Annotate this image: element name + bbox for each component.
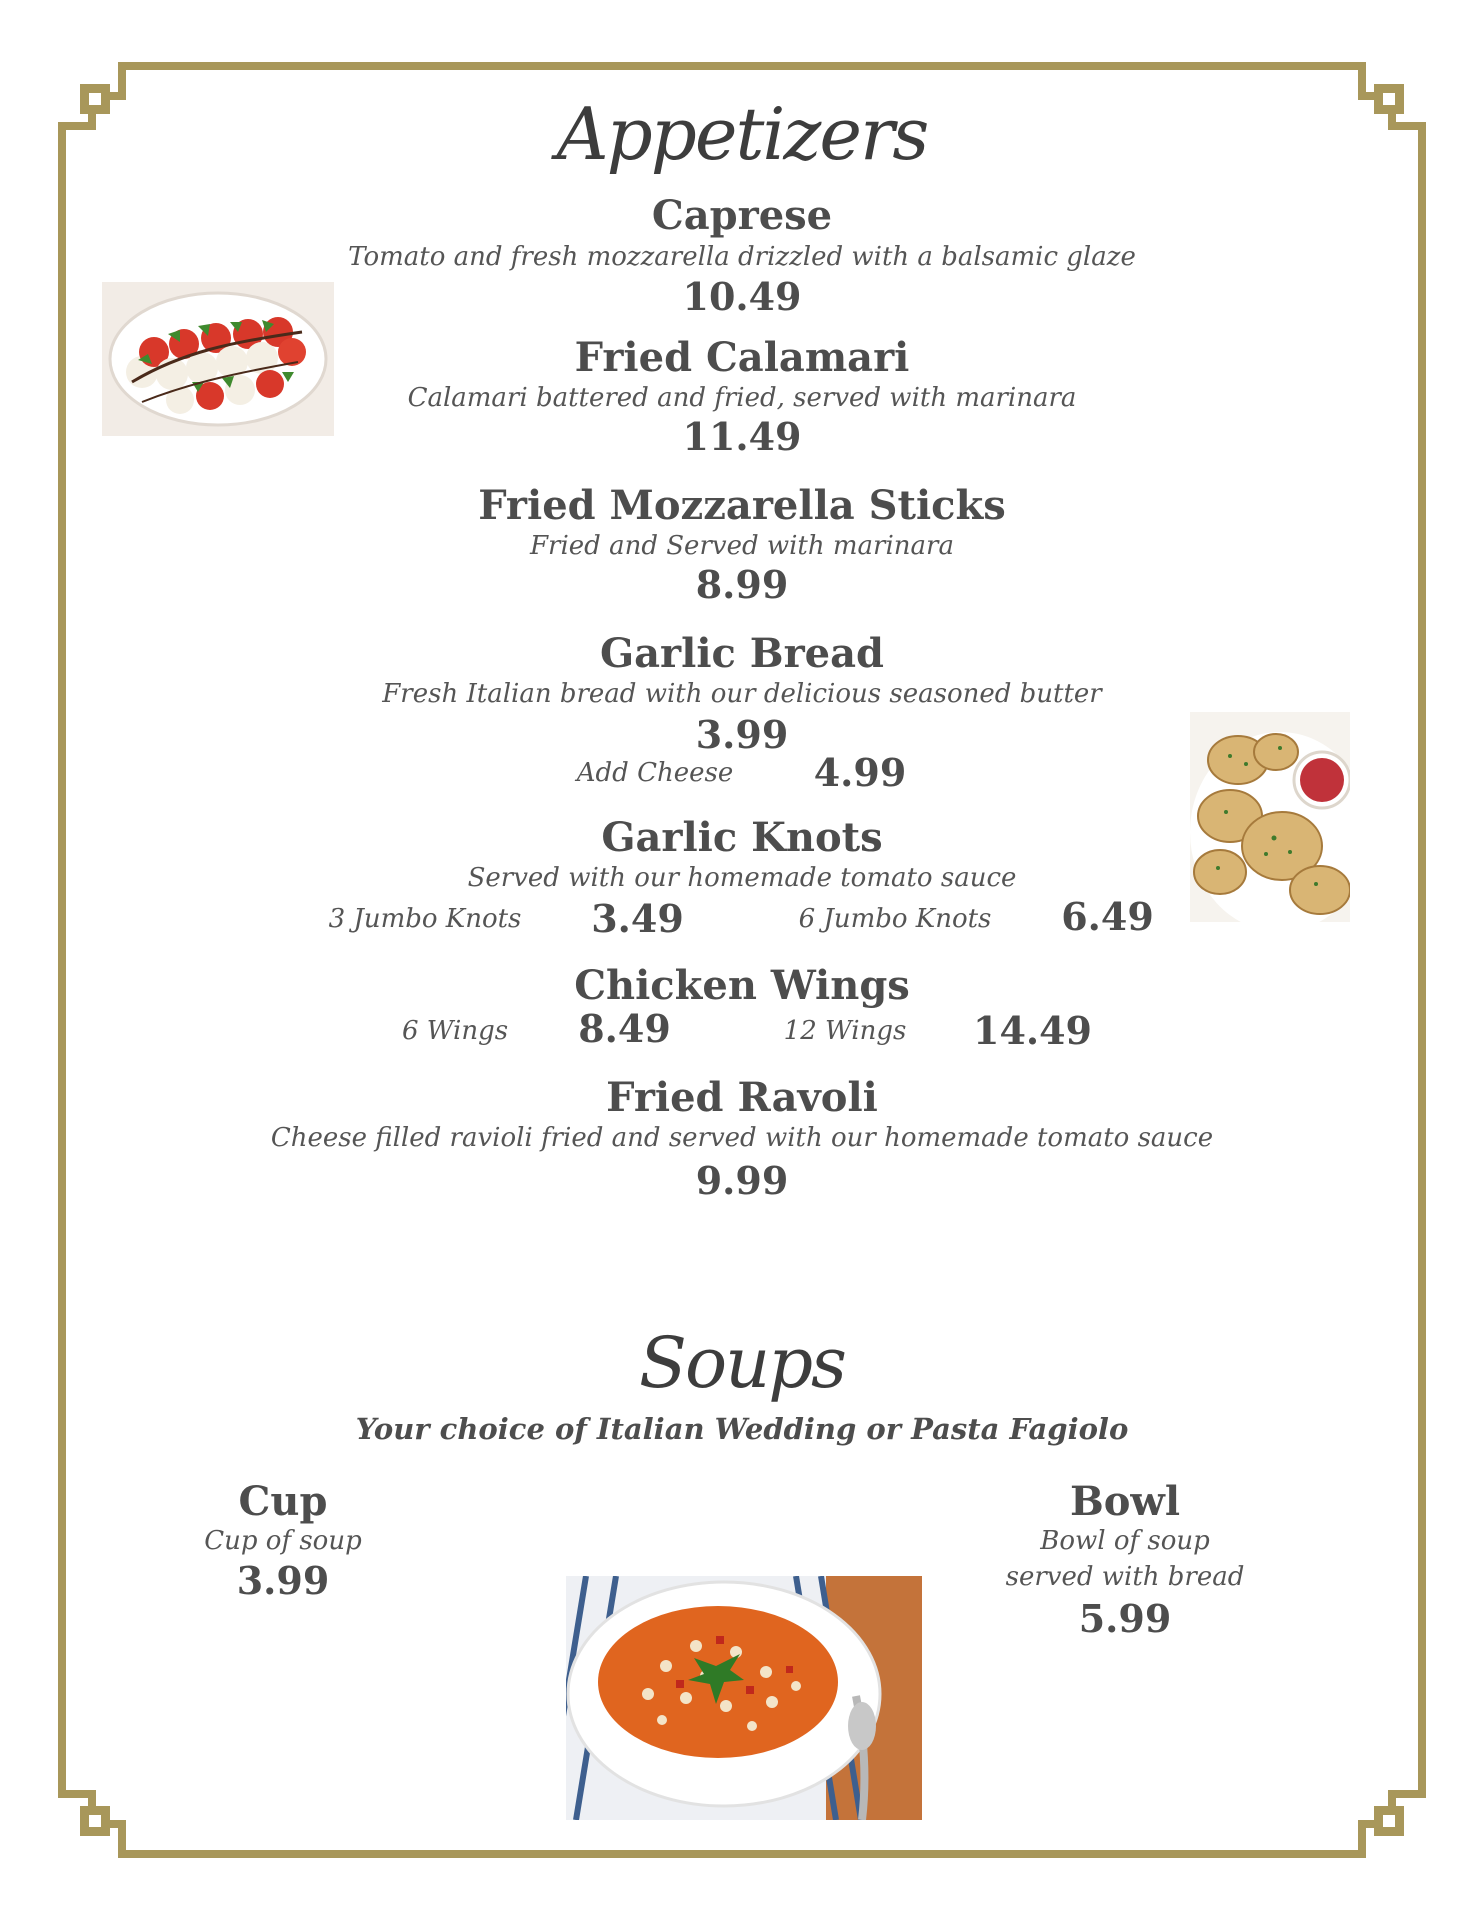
chicken-wings-option-1-price: 8.49: [578, 1006, 671, 1051]
garlic-knots-option-1-label: 3 Jumbo Knots: [328, 904, 522, 934]
caprese-description: Tomato and fresh mozzarella drizzled with a balsamic glaze: [348, 242, 1136, 272]
add-cheese-label: Add Cheese: [576, 758, 734, 788]
fried-ravioli-name: Fried Ravoli: [606, 1074, 878, 1121]
caprese-name: Caprese: [651, 192, 833, 239]
calamari-price: 11.49: [682, 414, 802, 459]
add-cheese-price: 4.99: [813, 750, 907, 795]
soups-title: Soups: [639, 1322, 845, 1404]
garlic-bread-price: 3.99: [695, 712, 789, 757]
fried-ravioli-description: Cheese filled ravioli fried and served with our homemade tomato sauce: [270, 1123, 1214, 1153]
soups-subtitle: Your choice of Italian Wedding or Pasta Fagiolo: [355, 1412, 1129, 1446]
cup-price: 3.99: [236, 1558, 330, 1603]
mozzarella-sticks-name: Fried Mozzarella Sticks: [478, 482, 1006, 529]
garlic-knots-option-1-price: 3.49: [591, 896, 684, 941]
appetizers-title: Appetizers: [556, 92, 928, 176]
garlic-bread-description: Fresh Italian bread with our delicious seasoned butter: [382, 679, 1102, 709]
bowl-description-line-2: served with bread: [1005, 1562, 1245, 1592]
cup-description: Cup of soup: [204, 1526, 362, 1556]
garlic-knots-option-2-price: 6.49: [1061, 894, 1154, 939]
soup-bowl-photo: [566, 1576, 922, 1820]
chicken-wings-option-2-label: 12 Wings: [783, 1016, 907, 1046]
caprese-price: 10.49: [682, 274, 802, 319]
chicken-wings-option-1-label: 6 Wings: [401, 1016, 509, 1046]
mozzarella-sticks-price: 8.99: [695, 562, 789, 607]
chicken-wings-option-2-price: 14.49: [973, 1008, 1092, 1053]
garlic-knots-description: Served with our homemade tomato sauce: [467, 863, 1017, 893]
garlic-knots-option-2-label: 6 Jumbo Knots: [798, 904, 992, 934]
bowl-description-line-1: Bowl of soup: [1040, 1526, 1210, 1556]
garlic-knots-name: Garlic Knots: [601, 814, 883, 861]
fried-ravioli-price: 9.99: [695, 1158, 789, 1203]
calamari-name: Fried Calamari: [574, 334, 910, 381]
garlic-bread-name: Garlic Bread: [599, 630, 885, 677]
cup-name: Cup: [238, 1478, 328, 1525]
calamari-description: Calamari battered and fried, served with marinara: [407, 383, 1077, 413]
bowl-name: Bowl: [1069, 1478, 1181, 1525]
bowl-price: 5.99: [1078, 1596, 1172, 1641]
mozzarella-sticks-description: Fried and Served with marinara: [530, 531, 954, 561]
chicken-wings-name: Chicken Wings: [574, 962, 910, 1009]
